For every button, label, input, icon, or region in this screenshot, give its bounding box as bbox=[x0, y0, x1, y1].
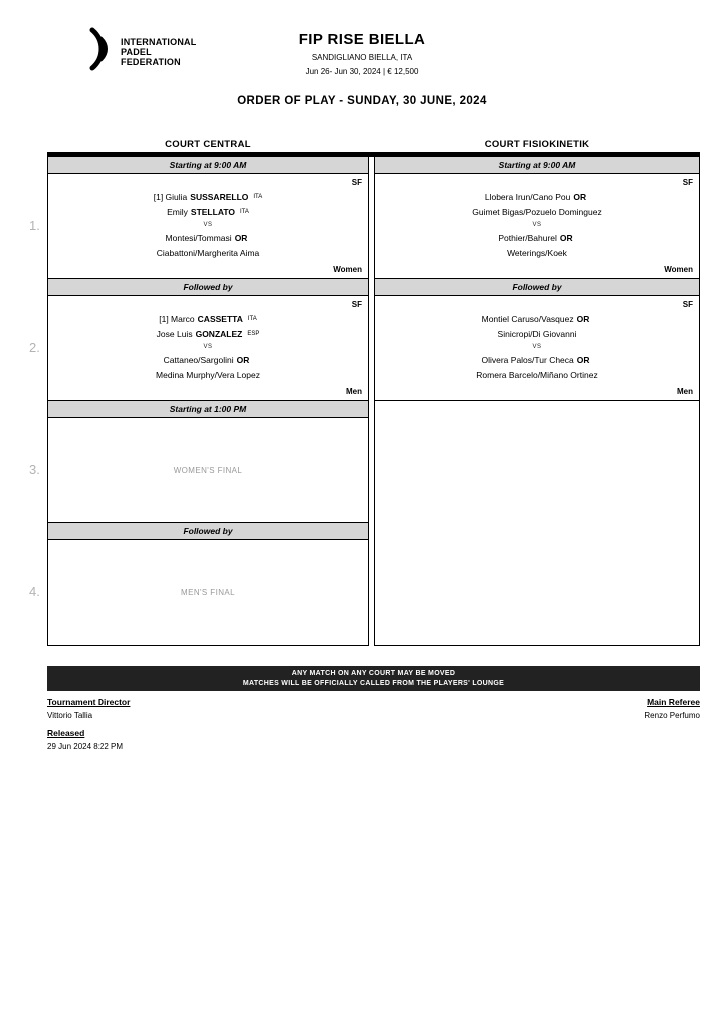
match-cell-2-fisiokinetik bbox=[375, 296, 699, 401]
match-cell-1-central bbox=[48, 174, 368, 279]
logo-line-2: PADEL bbox=[121, 46, 152, 57]
footer-right bbox=[644, 697, 700, 751]
player-line: Ciabattoni/Margherita Aima bbox=[156, 248, 260, 258]
player-line: Weterings/Koek bbox=[507, 248, 567, 258]
round-label: SF bbox=[351, 178, 362, 187]
gender-label: Men bbox=[677, 387, 693, 396]
player-line: Emily STELLATO $^{ITA}$ bbox=[167, 207, 249, 217]
court-headers bbox=[47, 139, 700, 150]
notice-line-2: MATCHES WILL BE OFFICIALLY CALLED FROM THE PLAYERS' LOUNGE bbox=[242, 680, 505, 687]
teams-block bbox=[48, 174, 368, 261]
logo-line-3: FEDERATION bbox=[121, 56, 181, 67]
tournament-subtitle: SANDIGLIANO BIELLA, ITA bbox=[311, 53, 413, 62]
vs-label: VS bbox=[532, 222, 542, 228]
footer bbox=[47, 697, 700, 751]
match-cell-1-fisiokinetik bbox=[375, 174, 699, 279]
match-number-3: 3. bbox=[29, 462, 40, 477]
teams-block bbox=[48, 296, 368, 383]
player-line: Olivera Palos/Tur Checa OR bbox=[481, 355, 590, 365]
section-header-start-900-fisiokinetik: Starting at 9:00 AM bbox=[375, 157, 699, 174]
court-fisiokinetik-column bbox=[374, 157, 700, 646]
player-line: Guimet Bigas/Pozuelo Dominguez bbox=[472, 207, 602, 217]
player-line: Romera Barcelo/Miñano Ortinez bbox=[476, 370, 598, 380]
footer-left bbox=[47, 697, 130, 751]
section-header-followed-by-central: Followed by bbox=[48, 279, 368, 296]
player-line: Medina Murphy/Vera Lopez bbox=[156, 370, 260, 380]
match-number-1: 1. bbox=[29, 218, 40, 233]
player-line: Llobera Irun/Cano Pou OR bbox=[484, 192, 587, 202]
match-number-2: 2. bbox=[29, 340, 40, 355]
gender-label: Women bbox=[333, 265, 362, 274]
round-label: SF bbox=[682, 178, 693, 187]
player-line: Sinicropi/Di Giovanni bbox=[497, 329, 577, 339]
nationality-label: ITA bbox=[247, 316, 257, 322]
section-header-start-100-central: Starting at 1:00 PM bbox=[48, 401, 368, 418]
section-header-followed-by-fisiokinetik: Followed by bbox=[375, 279, 699, 296]
player-line: Pothier/Bahurel OR bbox=[498, 233, 573, 243]
tournament-dates: Jun 26- Jun 30, 2024 | € 12,500 bbox=[305, 67, 419, 76]
mens-final-cell bbox=[48, 540, 368, 645]
nationality-label: ITA bbox=[239, 209, 249, 215]
order-of-play-table bbox=[29, 152, 700, 646]
gender-label: Women bbox=[664, 265, 693, 274]
released-datetime: 29 Jun 2024 8:22 PM bbox=[47, 742, 124, 751]
notice-bar bbox=[47, 666, 700, 691]
nationality-label: ESP bbox=[247, 331, 260, 337]
vs-label: VS bbox=[203, 344, 213, 350]
player-line: [1] Giulia SUSSARELLO $^{ITA}$ bbox=[153, 192, 263, 202]
mens-final-label: MEN'S FINAL bbox=[181, 588, 235, 597]
teams-block bbox=[375, 174, 699, 261]
womens-final-label: WOMEN'S FINAL bbox=[173, 465, 243, 475]
player-line: Jose Luis GONZALEZ $^{ESP}$ bbox=[156, 329, 260, 339]
tournament-title: FIP RISE BIELLA bbox=[298, 31, 426, 48]
court-central-column bbox=[47, 157, 369, 646]
empty-schedule-cell bbox=[375, 401, 699, 645]
match-cell-2-central bbox=[48, 296, 368, 401]
section-header-start-900-central: Starting at 9:00 AM bbox=[48, 157, 368, 174]
gender-label: Men bbox=[346, 387, 362, 396]
released-label: Released bbox=[47, 728, 85, 738]
womens-final-cell bbox=[48, 418, 368, 523]
player-line: [1] Marco CASSETTA $^{ITA}$ bbox=[159, 314, 257, 324]
vs-label: VS bbox=[203, 222, 213, 228]
nationality-label: ITA bbox=[253, 194, 263, 200]
round-label: SF bbox=[351, 300, 362, 309]
tournament-header bbox=[0, 31, 724, 76]
teams-block bbox=[375, 296, 699, 383]
notice-line-1: ANY MATCH ON ANY COURT MAY BE MOVED bbox=[291, 670, 456, 677]
player-line: Montiel Caruso/Vasquez OR bbox=[481, 314, 590, 324]
main-referee-name: Renzo Perfumo bbox=[644, 711, 700, 720]
vs-label: VS bbox=[532, 344, 542, 350]
section-header-followed-by-finals: Followed by bbox=[48, 523, 368, 540]
court-fisiokinetik-header: COURT FISIOKINETIK bbox=[484, 139, 590, 150]
round-label: SF bbox=[682, 300, 693, 309]
player-line: Cattaneo/Sargolini OR bbox=[163, 355, 250, 365]
order-of-play-title: ORDER OF PLAY - SUNDAY, 30 JUNE, 2024 bbox=[237, 95, 487, 107]
match-number-4: 4. bbox=[29, 584, 40, 599]
main-referee-label: Main Referee bbox=[647, 697, 700, 707]
tournament-director-name: Vittorio Tallia bbox=[47, 711, 93, 720]
player-line: Montesi/Tommasi OR bbox=[165, 233, 248, 243]
logo-line-1: INTERNATIONAL bbox=[121, 36, 197, 47]
tournament-director-label: Tournament Director bbox=[47, 697, 131, 707]
court-central-header: COURT CENTRAL bbox=[165, 139, 251, 150]
